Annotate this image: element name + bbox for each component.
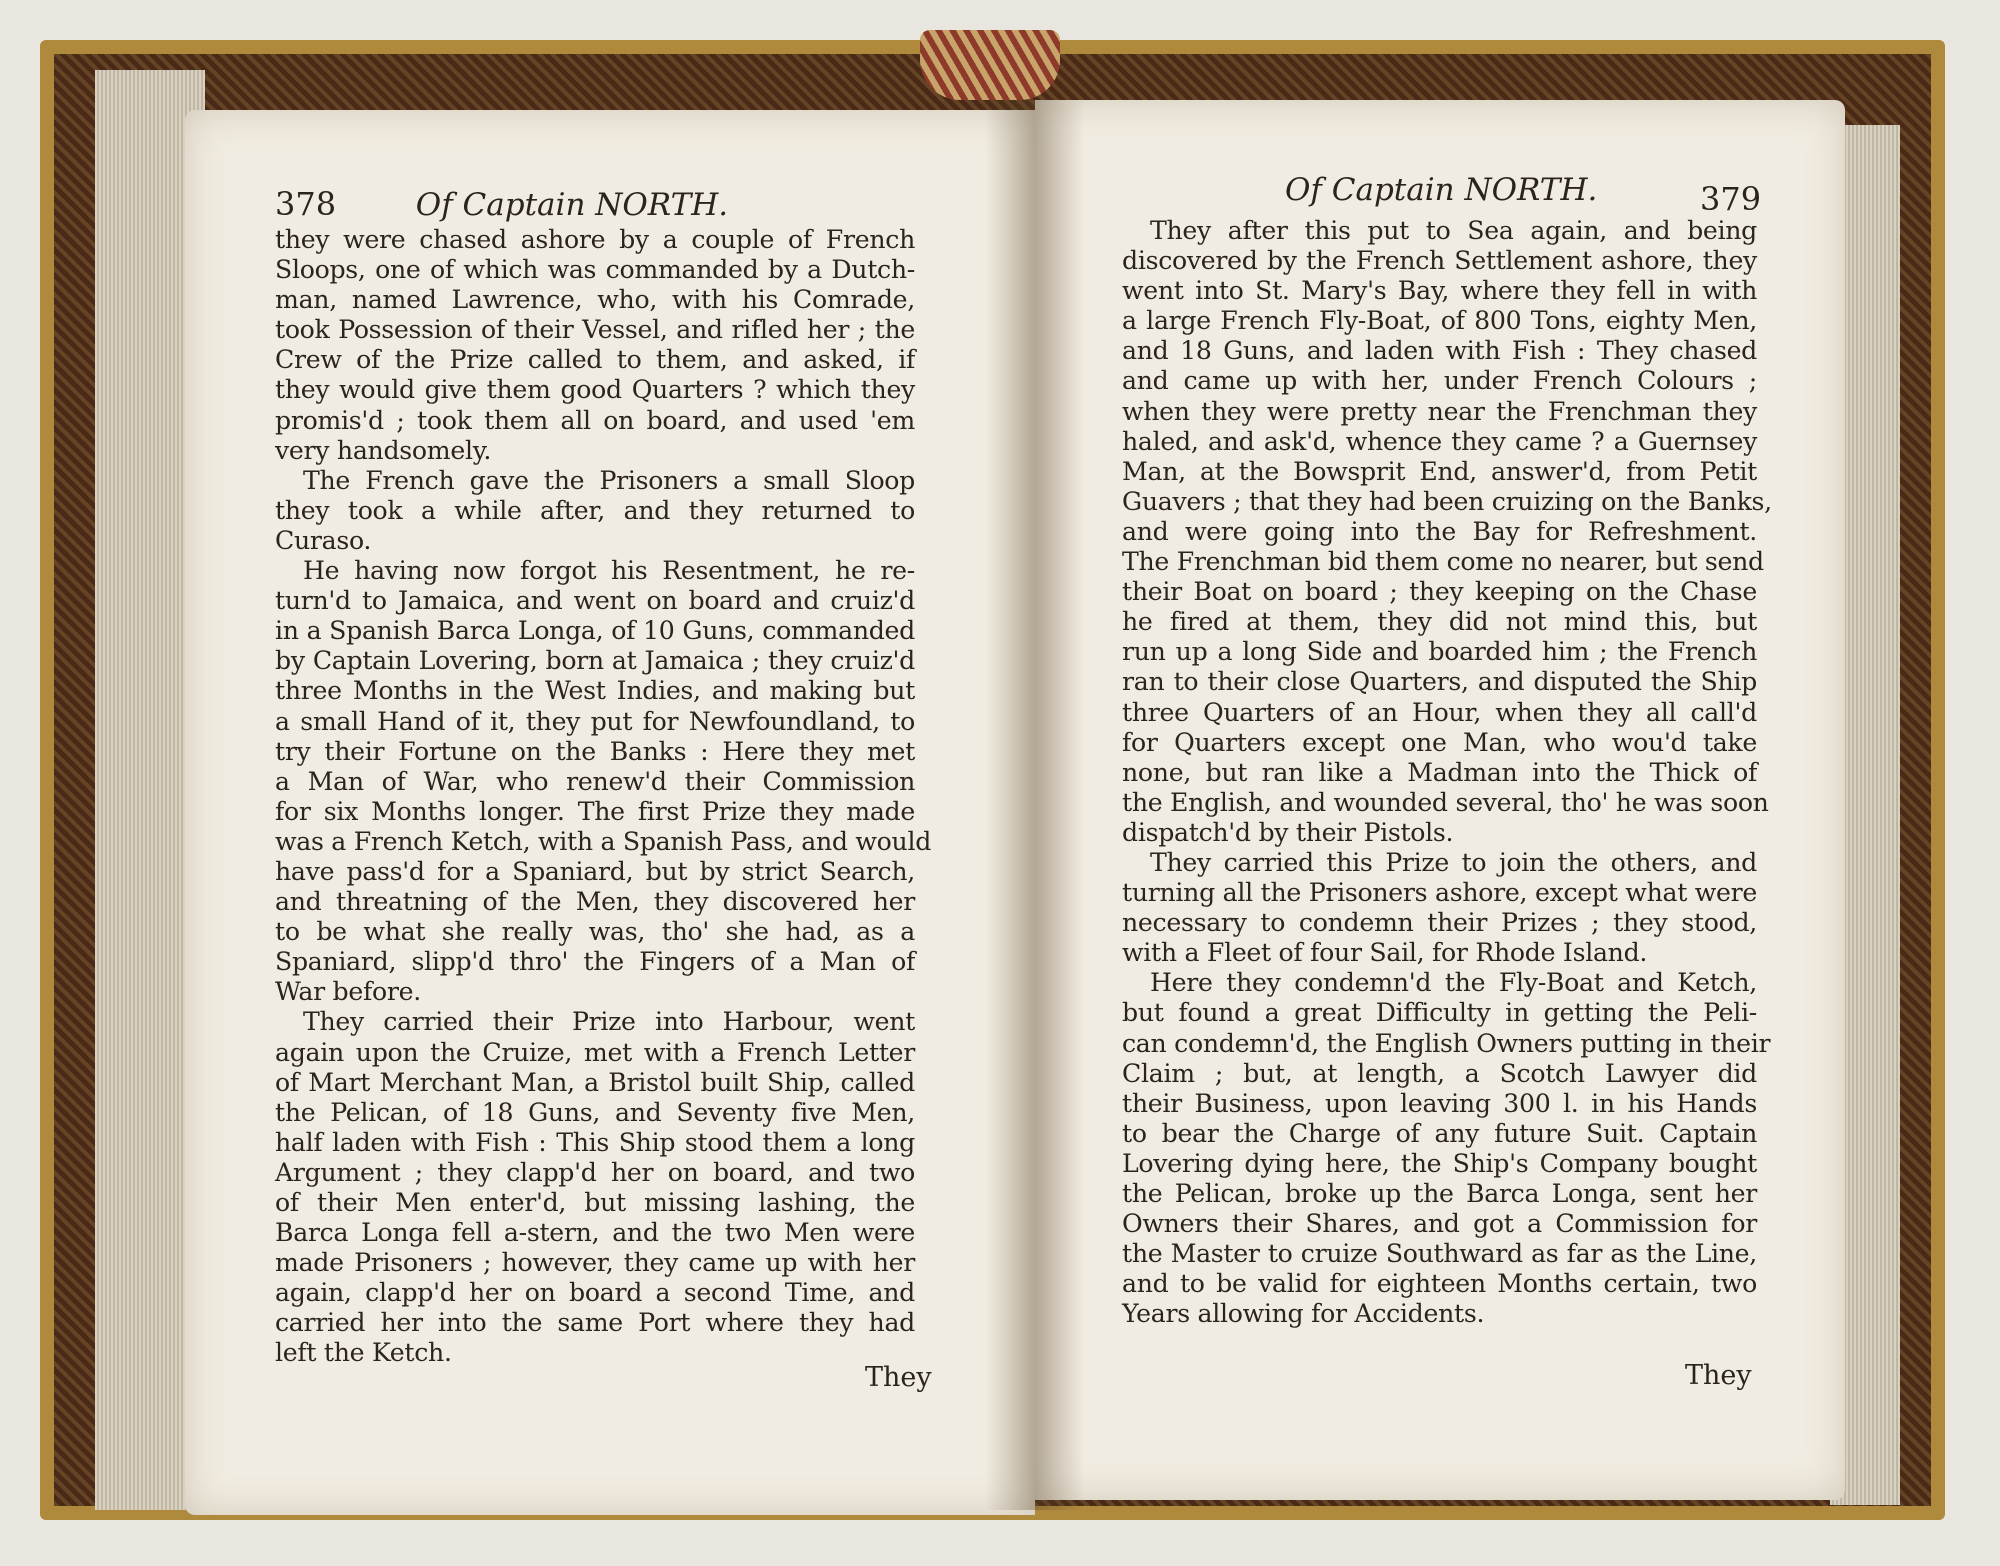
left-page-header [275,185,728,223]
left-text-line: carried her into the same Port where they had [275,1308,915,1338]
left-paragraph [275,1007,915,1368]
right-text-line: Here they condemn'd the Fly-Boat and Ketch, [1150,968,1757,998]
right-text-line: haled, and ask'd, whence they came ? a Guernsey [1122,426,1757,456]
right-text-line: their Boat on board ; they keeping on the Chase [1122,577,1757,607]
left-text-line: Argument ; they clapp'd her on board, and two [275,1157,915,1187]
right-text-line: necessary to condemn their Prizes ; they stood, [1122,908,1757,938]
right-text-line: went into St. Mary's Bay, where they fell in with [1122,276,1757,306]
right-text-line: when they were pretty near the Frenchman they [1122,396,1757,426]
right-text-line: can condemn'd, the English Owners putting in their [1122,1028,1771,1058]
right-text-line: and came up with her, under French Colours ; [1122,366,1757,396]
right-text-line: They after this put to Sea again, and being [1150,216,1757,245]
right-text-line: Man, at the Bowsprit End, answer'd, from Petit [1122,456,1757,486]
right-text-line: three Quarters of an Hour, when they all call'd [1122,697,1757,727]
left-text-line: a Man of War, who renew'd their Commission [275,766,915,796]
left-text-line: three Months in the West Indies, and making but [275,676,915,706]
right-text-line: discovered by the French Settlement ashore, they [1122,246,1757,276]
right-text-line: for Quarters except one Man, who wou'd take [1122,727,1757,757]
left-text-line: they took a while after, and they returned to [275,495,915,525]
right-text-line: with a Fleet of four Sail, for Rhode Island. [1122,938,1648,968]
left-text-line: in a Spanish Barca Longa, of 10 Guns, commanded [275,616,915,646]
right-page-number-wrap [1700,180,1761,218]
left-text-line: took Possession of their Vessel, and rifled her ; the [275,315,915,345]
left-paragraph [275,466,915,556]
left-text-line: and threatning of the Men, they discovered her [275,887,915,917]
left-paragraph [275,556,932,1007]
left-text-line: Spaniard, slipp'd thro' the Fingers of a Man of [275,947,915,977]
left-text-line: man, named Lawrence, who, with his Comrade, [275,285,915,315]
right-text-line: the Master to cruize Southward as far as the Line, [1122,1239,1757,1269]
right-text-line: Years allowing for Accidents. [1122,1299,1485,1329]
left-text-line: Crew of the Prize called to them, and asked, if [275,345,915,375]
right-page-header [1285,172,1597,208]
right-text-line: Owners their Shares, and got a Commission for [1122,1209,1757,1239]
left-text-line: promis'd ; took them all on board, and used 'em [275,405,915,435]
right-text-line: Lovering dying here, the Ship's Company bought [1122,1148,1757,1178]
right-text-line: Claim ; but, at length, a Scotch Lawyer did [1122,1058,1757,1088]
right-text-line: turning all the Prisoners ashore, except what were [1122,878,1757,908]
left-text-line: try their Fortune on the Banks : Here they met [275,736,915,766]
left-text-line: for six Months longer. The first Prize they made [275,796,915,826]
right-text-line: and were going into the Bay for Refreshment. [1122,516,1757,546]
left-text-line: of Mart Merchant Man, a Bristol built Ship, called [275,1067,915,1097]
left-text-line: a small Hand of it, they put for Newfoundland, to [275,706,915,736]
right-running-title: Of Captain NORTH. [1285,172,1598,208]
right-text-line: and to be valid for eighteen Months certain, two [1122,1269,1757,1299]
left-text-line: have pass'd for a Spaniard, but by strict Search, [275,856,915,886]
right-paragraph [1122,216,1772,848]
left-text-line: The French gave the Prisoners a small Sloop [303,465,915,495]
left-text-line: made Prisoners ; however, they came up with her [275,1248,915,1278]
left-text-line: He having now forgot his Resentment, he re- [303,556,915,586]
left-text-line: the Pelican, of 18 Guns, and Seventy five Men, [275,1097,915,1127]
left-text-line: very handsomely. [275,435,492,465]
left-paragraph [275,225,915,466]
ribbon-bookmark [920,30,1060,100]
book-gutter [985,100,1085,1510]
right-text-line: run up a long Side and boarded him ; the French [1122,637,1757,667]
right-text-line: their Business, upon leaving 300 l. in his Hands [1122,1088,1757,1118]
left-text-line: left the Ketch. [275,1338,452,1368]
left-page-number: 378 [275,185,337,223]
left-text-line: War before. [275,977,421,1007]
left-text-line: again upon the Cruize, met with a French Letter [275,1037,915,1067]
left-text-line: turn'd to Jamaica, and went on board and cruiz'd [275,586,915,616]
right-text-line: a large French Fly-Boat, of 800 Tons, eighty Men, [1122,306,1757,336]
left-text-line: of their Men enter'd, but missing lashing, the [275,1188,915,1217]
left-text-line: was a French Ketch, with a Spanish Pass, and would [275,826,932,856]
right-text-line: to bear the Charge of any future Suit. Captain [1122,1118,1757,1148]
left-text-line: they were chased ashore by a couple of French [275,225,915,254]
right-text-line: Guavers ; that they had been cruizing on the Banks, [1122,486,1772,516]
right-text-line: and 18 Guns, and laden with Fish : They chased [1122,336,1757,366]
right-page-number: 379 [1700,180,1762,218]
right-text-line: They carried this Prize to join the others, and [1150,847,1757,877]
left-text-line: Sloops, one of which was commanded by a Dutch- [275,255,915,285]
right-paragraph [1122,848,1757,968]
left-text-line: Barca Longa fell a-stern, and the two Men were [275,1218,915,1248]
left-text-line: They carried their Prize into Harbour, went [303,1007,915,1037]
left-text-line: again, clapp'd her on board a second Time, and [275,1278,915,1308]
right-page-text [1122,216,1772,1329]
left-text-line: half laden with Fish : This Ship stood them a long [275,1127,915,1157]
left-text-line: they would give them good Quarters ? which they [275,375,915,405]
left-text-line: by Captain Lovering, born at Jamaica ; they cruiz'd [275,646,915,676]
right-text-line: dispatch'd by their Pistols. [1122,817,1454,847]
right-text-line: The Frenchman bid them come no nearer, but send [1122,547,1764,577]
right-text-line: the English, and wounded several, tho' he was soon [1122,787,1769,817]
right-text-line: the Pelican, broke up the Barca Longa, sent her [1122,1179,1757,1208]
left-page-text [275,225,932,1369]
right-text-line: he fired at them, they did not mind this, but [1122,607,1757,637]
left-text-line: Curaso. [275,525,372,555]
right-text-line: none, but ran like a Madman into the Thick of [1122,757,1757,787]
right-paragraph [1122,968,1771,1329]
left-text-line: to be what she really was, tho' she had, as a [275,917,915,947]
right-text-line: ran to their close Quarters, and disputed the Ship [1122,667,1757,697]
right-catchword: They [1685,1360,1752,1391]
left-running-title: Of Captain NORTH. [415,187,729,223]
left-catchword: They [865,1362,932,1393]
right-text-line: but found a great Difficulty in getting the Peli- [1122,998,1757,1028]
